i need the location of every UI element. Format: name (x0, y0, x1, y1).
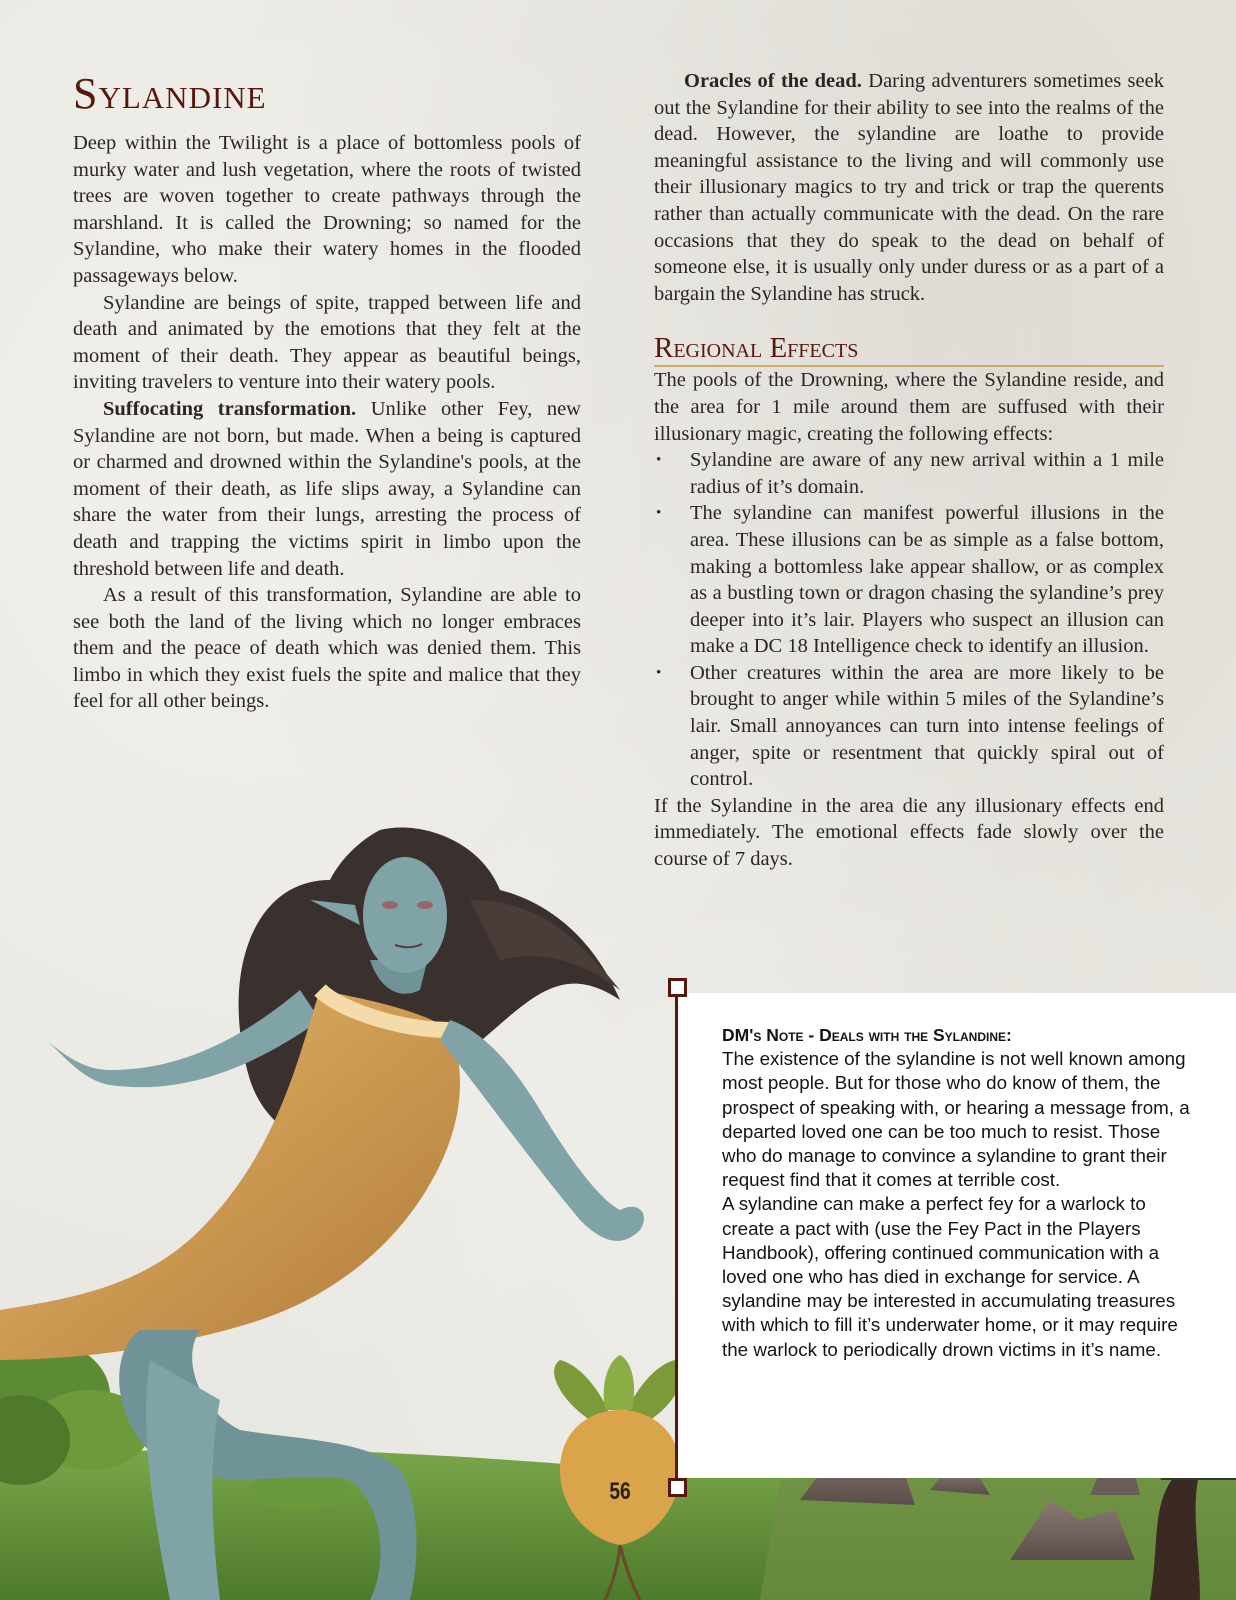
oracles-paragraph (654, 68, 1164, 307)
left-column (73, 130, 581, 715)
right-column (654, 68, 1164, 873)
dm-note-content (722, 1023, 1192, 1362)
transformation-text: Unlike other Fey, new Sylandine are not born, but made. When a being is captured or charmed and drowned within the Sylandine's pools, at the moment of their death, as life slips away, a Sylandine can share the water from their lungs, arresting the process of death and trapping the victims spirit in limbo upon the threshold between life and death. (73, 397, 581, 580)
dm-note-box (676, 993, 1236, 1478)
regional-effects-heading: Regional Effects (654, 331, 1164, 367)
dm-note-bottom-cap (668, 1478, 687, 1497)
page-number: 56 (609, 1478, 631, 1505)
dm-note-title: DM's Note - Deals with the Sylandine: (722, 1025, 1012, 1045)
dm-note-paragraph: A sylandine can make a perfect fey for a warlock to create a pact with (use the Fey Pact in the Players Handbook), offering continued communication with a loved one who has died in exchange for service. A sylandine may be interested in accumulating treasures with which to fill it’s underwater home, or it may require the warlock to periodically drown victims in it’s name. (722, 1193, 1178, 1360)
regional-outro: If the Sylandine in the area die any illusionary effects end immediately. The emotional effects fade slowly over the course of 7 days. (654, 794, 1164, 871)
intro-paragraph: Deep within the Twilight is a place of bottomless pools of murky water and lush vegetation, where the roots of twisted trees are woven together to create pathways through the marshland. It is called the Drowning; so named for the Sylandine, who make their watery homes in the flooded passageways below. (73, 132, 581, 287)
list-item: • Sylandine are aware of any new arrival within a 1 mile radius of it’s domain. (654, 447, 1164, 500)
regional-intro: The pools of the Drowning, where the Sylandine reside, and the area for 1 mile around them are suffused with their illusionary magic, creating the following effects: (654, 369, 1164, 445)
limbo-paragraph: As a result of this transformation, Sylandine are able to see both the land of the living which no longer embraces them and the peace of death which was denied them. This limbo in which they exist fuels the spite and malice that they feel for all other beings. (73, 584, 581, 713)
list-item: • Other creatures within the area are more likely to be brought to anger while within 5 miles of the Sylandine’s lair. Small annoyances can turn into intense feelings of anger, spite or resentment that quickly spiral out of control. (654, 660, 1164, 793)
transformation-paragraph (73, 396, 581, 582)
dm-note-rule (675, 984, 678, 1490)
dm-note-paragraph: The existence of the sylandine is not well known among most people. But for those who do know of them, the prospect of speaking with, or hearing a message from, a departed loved one can be too much to resist. Those who do manage to convince a sylandine to grant their request find that it comes at terrible cost. (722, 1048, 1190, 1191)
beings-of-spite-paragraph: Sylandine are beings of spite, trapped between life and death and animated by the emotions that they felt at the moment of their death. They appear as beautiful beings, inviting travelers to venture into their watery pools. (73, 291, 581, 394)
list-item: • The sylandine can manifest powerful illusions in the area. These illusions can be as simple as a false bottom, making a bottomless lake appear shallow, or as complex as a bustling town or dragon chasing the sylandine’s prey deeper into it’s lair. Players who suspect an illusion can make a DC 18 Intelligence check to identify an illusion. (654, 500, 1164, 660)
oracles-lead: Oracles of the dead. (684, 70, 862, 92)
transformation-lead: Suffocating transformation. (103, 397, 357, 420)
oracles-text: Daring adventurers sometimes seek out the Sylandine for their ability to see into the realms of the dead. However, the sylandine are loathe to provide meaningful assistance to the living and will commonly use their illusionary magics to try and trick or trap the querents rather than actually communicate with the dead. On the rare occasions that they do speak to the dead on behalf of someone else, it is usually only under duress or as a part of a bargain the Sylandine has struck. (654, 70, 1164, 305)
dm-note-top-cap (668, 978, 687, 997)
page-title: Sylandine (73, 69, 267, 118)
regional-effects-list (654, 447, 1164, 793)
